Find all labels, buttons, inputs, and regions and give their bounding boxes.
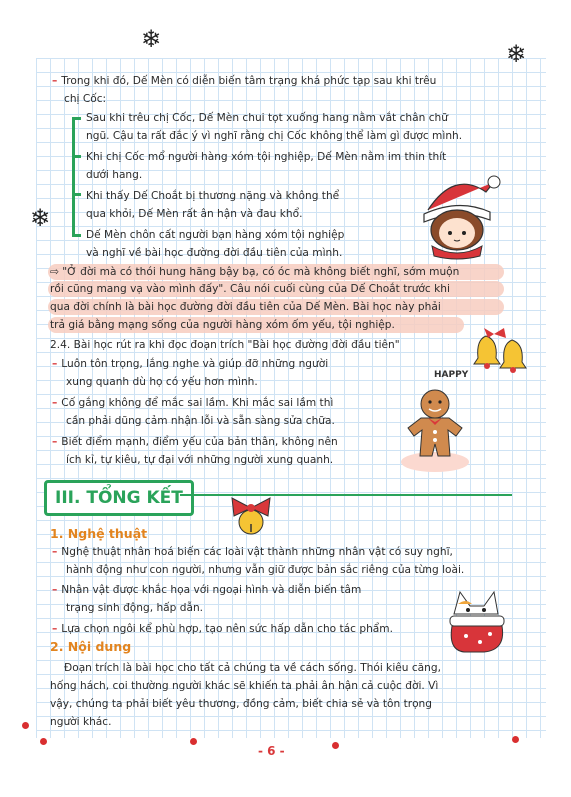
- page-number: - 6 -: [258, 744, 285, 758]
- mood-item: dưới hang.: [86, 169, 143, 181]
- content-line: Đoạn trích là bài học cho tất cả chúng ta về cách sống. Thói kiêu căng,: [64, 662, 441, 674]
- cat-stocking-icon: [444, 584, 514, 656]
- decor-dot: [40, 738, 47, 745]
- lesson-item: cần phải dũng cảm nhận lỗi và sẵn sàng sửa chữa.: [66, 415, 335, 427]
- decor-dot: [22, 722, 29, 729]
- snowflake-icon: ❄: [506, 40, 527, 68]
- section-title: III. TỔNG KẾT: [44, 480, 194, 516]
- content-line: vậy, chúng ta phải biết yêu thương, đồng cảm, biết chia sẻ và tôn trọng: [50, 698, 433, 710]
- mood-item: Sau khi trêu chị Cốc, Dế Mèn chui tọt xuống hang nằm vắt chân chữ: [86, 112, 448, 124]
- bells-icon: [466, 328, 536, 383]
- art-item: – Nhân vật được khắc họa với ngoại hình và diễn biến tâm: [52, 584, 362, 596]
- content-line: người khác.: [50, 716, 112, 728]
- decor-dot: [332, 742, 339, 749]
- girl-santa-hat-icon: [414, 170, 504, 260]
- lesson-item: – Cố gắng không để mắc sai lầm. Khi mắc sai lầm thì: [52, 397, 334, 409]
- conclusion-line: trả giá bằng mạng sống của người hàng xóm ốm yếu, tội nghiệp.: [50, 319, 395, 331]
- art-heading: 1. Nghệ thuật: [50, 526, 148, 541]
- conclusion-line: ⇨ "Ở đời mà có thói hung hăng bậy bạ, có óc mà không biết nghĩ, sớm muộn: [50, 266, 460, 278]
- mood-item: Khi thấy Dế Choắt bị thương nặng và không thể: [86, 190, 340, 202]
- bell-bow-icon: [226, 496, 276, 538]
- mood-item: và nghĩ về bài học đường đời đầu tiên của mình.: [86, 247, 343, 259]
- bracket: [72, 117, 75, 237]
- conclusion-line: qua đời chính là bài học đường đời đầu tiên của Dế Mèn. Bài học này phải: [50, 301, 441, 313]
- content-line: hống hách, coi thường người khác sẽ khiến ta phải ân hận cả cuộc đời. Vì: [50, 680, 439, 692]
- art-item: – Lựa chọn ngôi kể phù hợp, tạo nên sức hấp dẫn cho tác phẩm.: [52, 623, 393, 635]
- lesson-item: – Luôn tôn trọng, lắng nghe và giúp đỡ những người: [52, 358, 329, 370]
- conclusion-line: rồi cũng mang vạ vào mình đấy". Câu nói cuối cùng của Dế Choắt trước khi: [50, 283, 450, 295]
- lesson-item: – Biết điểm mạnh, điểm yếu của bản thân, không nên: [52, 436, 338, 448]
- intro-line: chị Cốc:: [64, 93, 107, 105]
- lesson-heading: 2.4. Bài học rút ra khi đọc đoạn trích "Bài học đường đời đầu tiên": [50, 339, 400, 351]
- art-item: – Nghệ thuật nhân hoá biến các loài vật thành những nhân vật có suy nghĩ,: [52, 546, 453, 558]
- happy-sticker-text: HAPPY: [434, 370, 469, 380]
- mood-item: Khi chị Cốc mổ người hàng xóm tội nghiệp, Dế Mèn nằm im thin thít: [86, 151, 447, 163]
- content-heading: 2. Nội dung: [50, 639, 132, 654]
- snowflake-icon: ❄: [141, 25, 162, 53]
- mood-item: qua khỏi, Dế Mèn rất ân hận và đau khổ.: [86, 208, 303, 220]
- lesson-item: xung quanh dù họ có yếu hơn mình.: [66, 376, 258, 388]
- art-item: trạng sinh động, hấp dẫn.: [66, 602, 204, 614]
- gingerbread-icon: [398, 384, 472, 474]
- art-item: hành động như con người, nhưng vẫn giữ được bản sắc riêng của từng loài.: [66, 564, 465, 576]
- decor-dot: [190, 738, 197, 745]
- decor-dot: [512, 736, 519, 743]
- mood-item: Dế Mèn chôn cất người bạn hàng xóm tội nghiệp: [86, 229, 345, 241]
- mood-item: ngũ. Cậu ta rất đắc ý vì nghĩ rằng chị Cốc không thể làm gì được mình.: [86, 130, 463, 142]
- intro-line: – Trong khi đó, Dế Mèn có diễn biến tâm trạng khá phức tạp sau khi trêu: [52, 75, 437, 87]
- snowflake-icon: ❄: [30, 204, 51, 232]
- lesson-item: ích kỉ, tự kiêu, tự đại với những người xung quanh.: [66, 454, 334, 466]
